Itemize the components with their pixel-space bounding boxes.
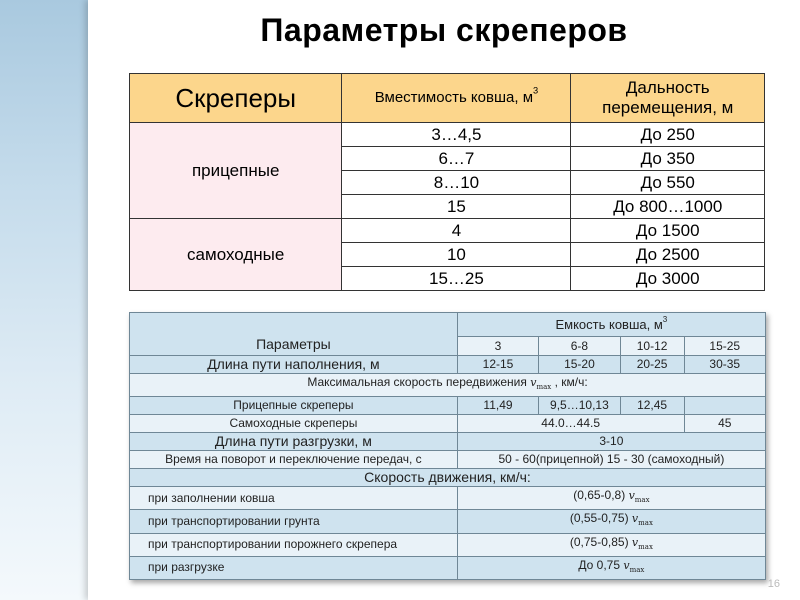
slide-title: Параметры скреперов (260, 12, 628, 48)
speed-row-value: (0,65-0,8) $v_{max}$ (457, 487, 765, 510)
capacity-cell: 15 (342, 195, 571, 219)
table1-header-row (130, 74, 765, 123)
speed-row-label: при заполнении ковша (130, 487, 458, 510)
header-distance: Дальность перемещения, м (571, 74, 765, 123)
self-propelled-speed-last: 45 (684, 415, 765, 433)
unload-length-row (130, 433, 766, 451)
towed-speed-value (684, 397, 765, 415)
self-propelled-row (130, 415, 766, 433)
table2-header-row (130, 313, 766, 337)
turn-time-label: Время на поворот и переключение передач, с (130, 451, 458, 469)
header-parameters: Параметры (130, 313, 458, 356)
vmax-symbol: $v_{max}$ (631, 535, 653, 551)
speed-header: Скорость движения, км/ч: (130, 469, 766, 487)
capacity-value: 10-12 (620, 337, 684, 356)
capacity-value: 15-25 (684, 337, 765, 356)
distance-cell: До 3000 (571, 267, 765, 291)
header-scrapers: Скреперы (130, 74, 342, 123)
group-towed: прицепные (130, 123, 342, 219)
unload-length-value: 3-10 (457, 433, 765, 451)
fill-length-label: Длина пути наполнения, м (130, 356, 458, 374)
distance-cell: До 1500 (571, 219, 765, 243)
capacity-cell: 15…25 (342, 267, 571, 291)
page-number: 16 (767, 578, 780, 590)
speed-row-value: (0,75-0,85) $v_{max}$ (457, 533, 765, 556)
speed-row-value: До 0,75 $v_{max}$ (457, 556, 765, 579)
distance-cell: До 550 (571, 171, 765, 195)
group-self-propelled: самоходные (130, 219, 342, 291)
vmax-symbol: $v_{max}$ (631, 512, 653, 528)
table-row (130, 219, 765, 243)
towed-scrapers-label: Прицепные скреперы (130, 397, 458, 415)
vmax-symbol: $v_{max}$ (530, 376, 552, 392)
distance-cell: До 250 (571, 123, 765, 147)
max-speed-row (130, 374, 766, 397)
capacity-cell: 3…4,5 (342, 123, 571, 147)
speed-row-label: при транспортировании грунта (130, 510, 458, 533)
distance-cell: До 800…1000 (571, 195, 765, 219)
self-propelled-label: Самоходные скреперы (130, 415, 458, 433)
capacity-cell: 4 (342, 219, 571, 243)
towed-speed-value: 11,49 (457, 397, 538, 415)
towed-speed-value: 12,45 (620, 397, 684, 415)
table-row (130, 123, 765, 147)
capacity-cell: 8…10 (342, 171, 571, 195)
speed-row-label: при разгрузке (130, 556, 458, 579)
towed-scrapers-row (130, 397, 766, 415)
capacity-value: 6-8 (539, 337, 620, 356)
speed-row (130, 487, 766, 510)
distance-cell: До 2500 (571, 243, 765, 267)
header-capacity: Вместимость ковша, $м^3$ (342, 74, 571, 123)
speed-row (130, 556, 766, 579)
scraper-range-table (129, 73, 765, 291)
max-speed-label: Максимальная скорость передвижения $v_{max}$ , км/ч: (130, 374, 766, 397)
capacity-cell: 6…7 (342, 147, 571, 171)
capacity-value: 3 (457, 337, 538, 356)
distance-cell: До 350 (571, 147, 765, 171)
towed-speed-value: 9,5…10,13 (539, 397, 620, 415)
header-bucket-capacity: Емкость ковша, $м^3$ (457, 313, 765, 337)
speed-header-row (130, 469, 766, 487)
capacity-cell: 10 (342, 243, 571, 267)
vmax-symbol: $v_{max}$ (628, 489, 650, 505)
fill-length-value: 30-35 (684, 356, 765, 374)
turn-time-row (130, 451, 766, 469)
speed-row (130, 533, 766, 556)
speed-row-label: при транспортировании порожнего скрепера (130, 533, 458, 556)
scraper-parameters-table (129, 312, 766, 580)
vmax-symbol: $v_{max}$ (623, 558, 645, 574)
fill-length-value: 15-20 (539, 356, 620, 374)
unload-length-label: Длина пути разгрузки, м (130, 433, 458, 451)
turn-time-value: 50 - 60(прицепной) 15 - 30 (самоходный) (457, 451, 765, 469)
self-propelled-speed-value: 44.0…44.5 (457, 415, 684, 433)
fill-length-value: 20-25 (620, 356, 684, 374)
speed-row (130, 510, 766, 533)
speed-row-value: (0,55-0,75) $v_{max}$ (457, 510, 765, 533)
fill-length-row (130, 356, 766, 374)
fill-length-value: 12-15 (457, 356, 538, 374)
